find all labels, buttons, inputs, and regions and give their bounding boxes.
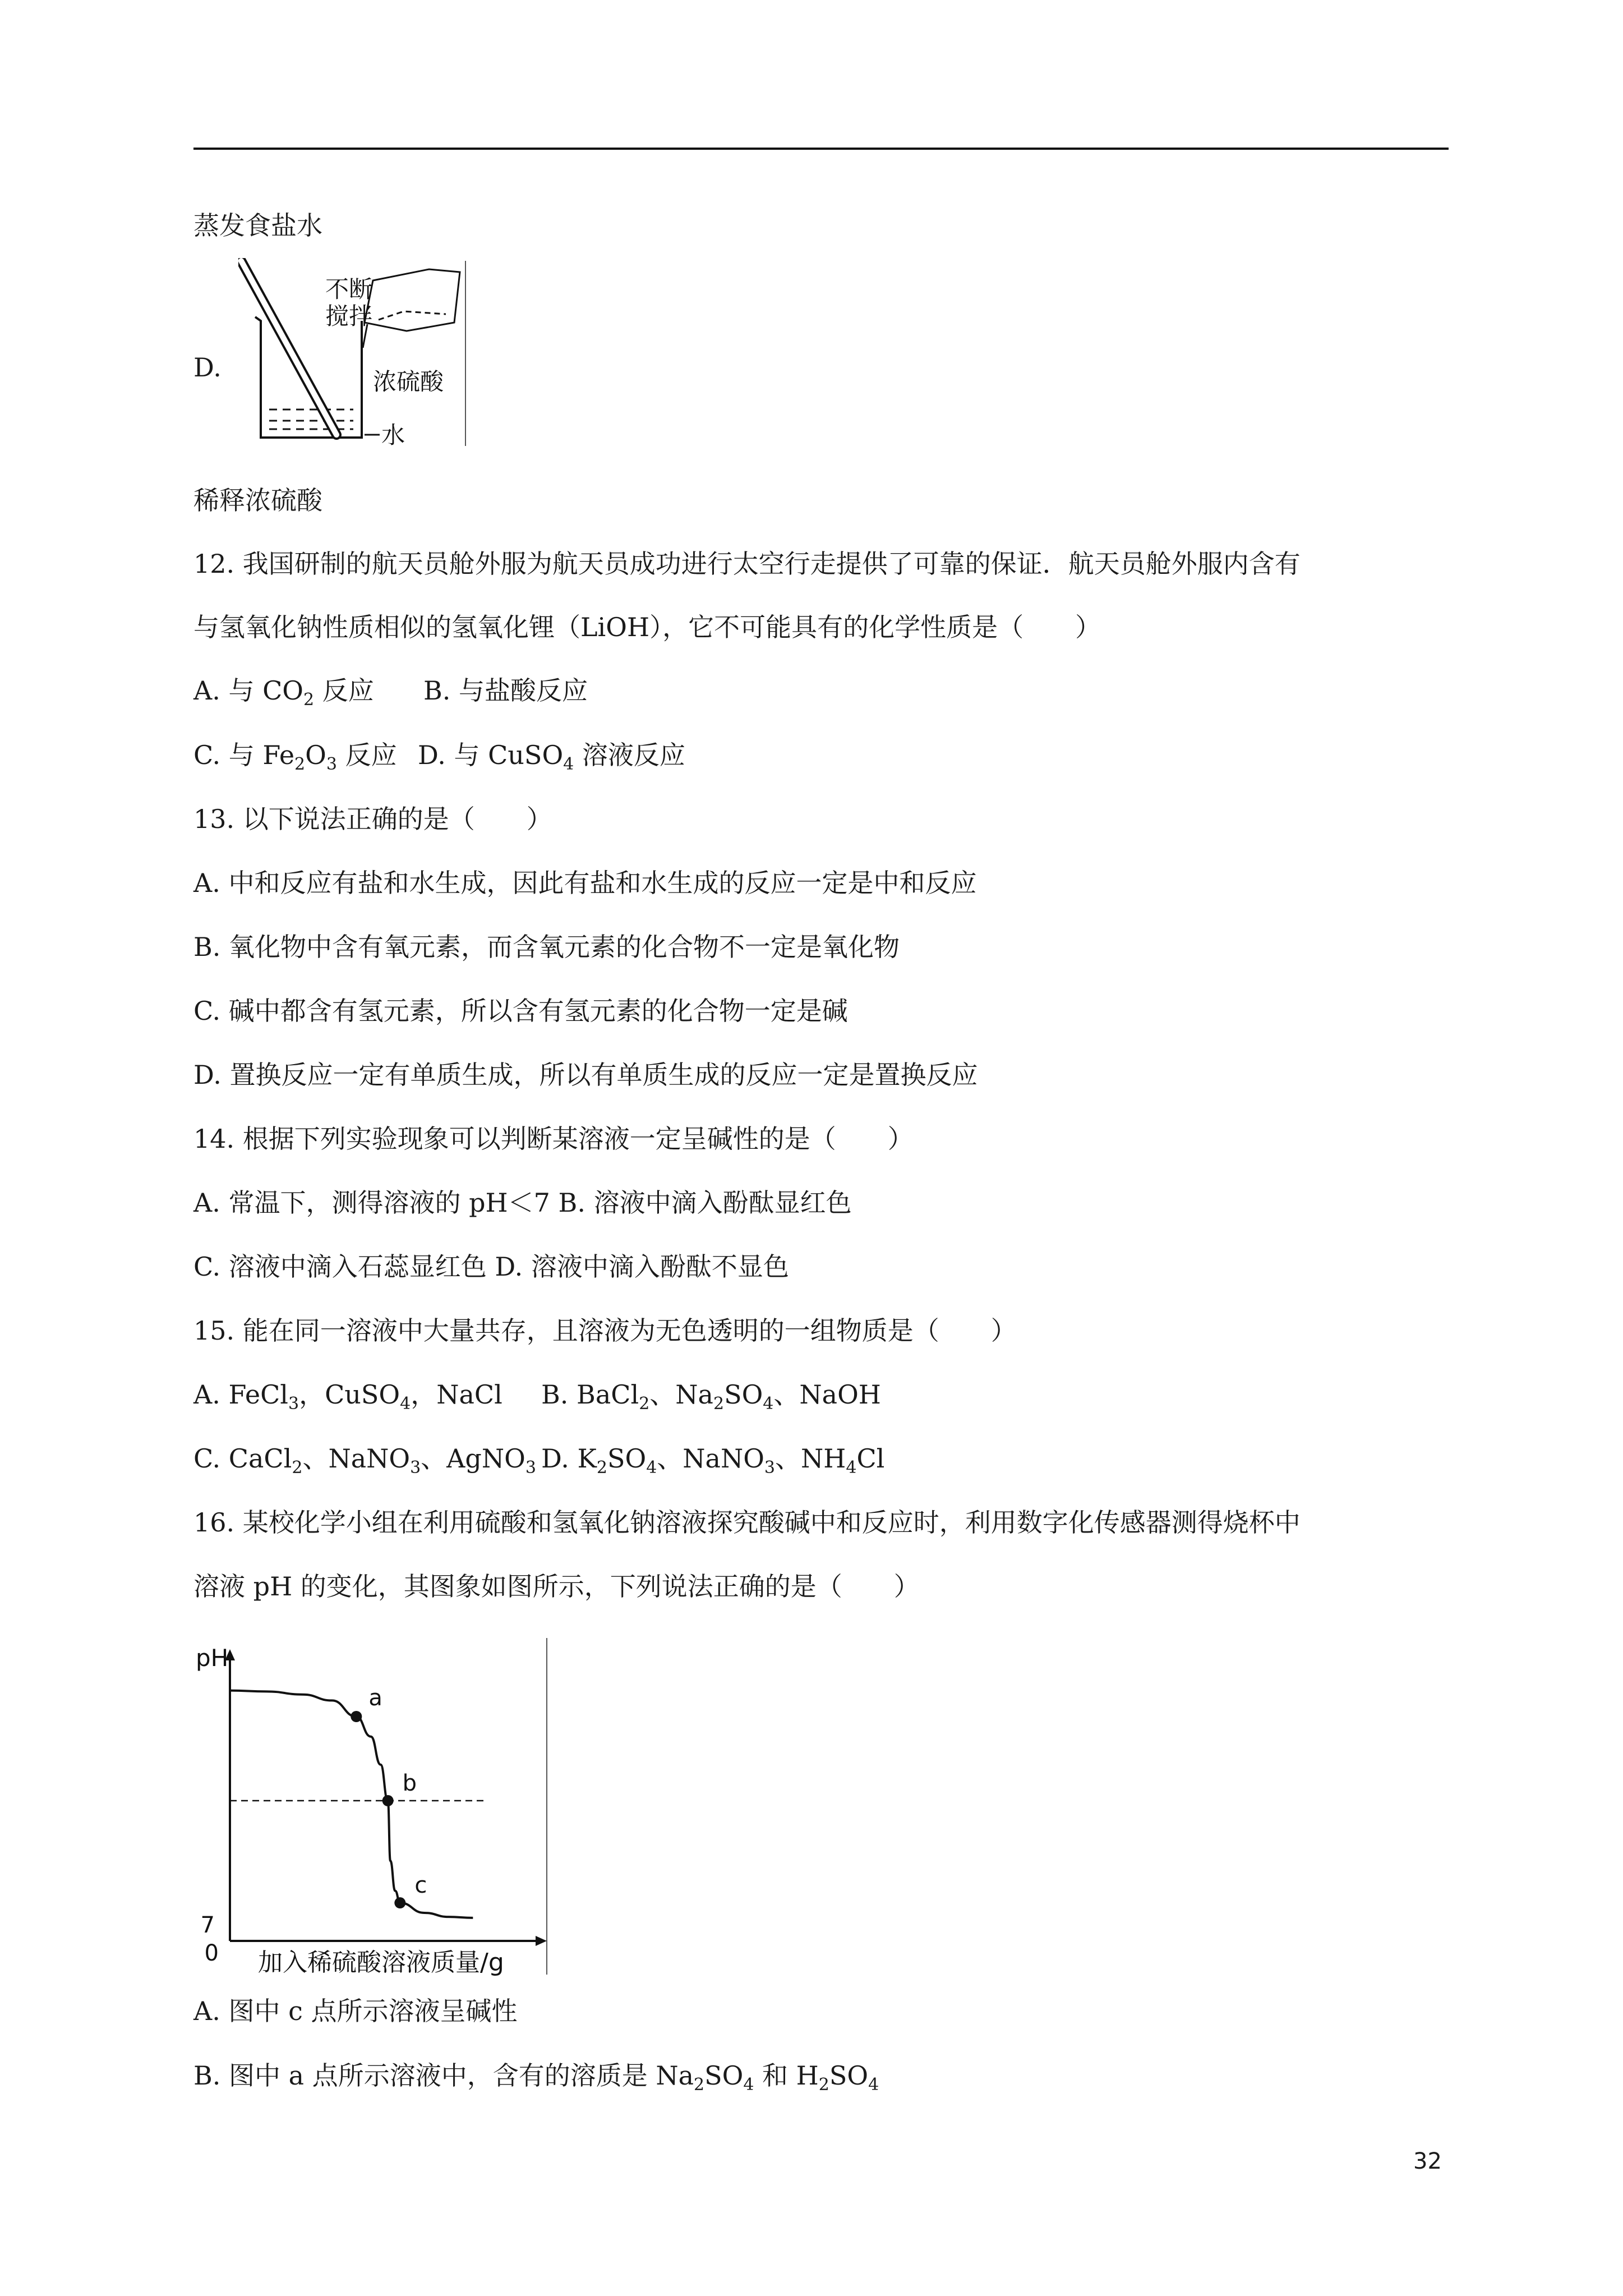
- series-line: [230, 1691, 473, 1918]
- q13-stem: 13. 以下说法正确的是（ ）: [193, 804, 552, 834]
- q12-option-b: B. 与盐酸反应: [423, 675, 588, 706]
- label-water: 水: [381, 421, 405, 449]
- q16-stem-1: 16. 某校化学小组在利用硫酸和氢氧化钠溶液探究酸碱中和反应时，利用数字化传感器测得烧杯中: [193, 1507, 1301, 1538]
- pouring-cup-icon: [363, 269, 460, 348]
- origin-label: 0: [204, 1940, 219, 1966]
- x-axis-label: 加入稀硫酸溶液质量/g: [258, 1948, 504, 1977]
- point-c: [394, 1897, 405, 1908]
- y-tick-label-7: 7: [200, 1912, 215, 1938]
- label-stir-1: 不断: [325, 275, 373, 303]
- dilution-diagram: [238, 258, 468, 449]
- dilution-figure: [238, 258, 468, 449]
- y-axis-label: pH: [196, 1644, 229, 1672]
- q13-option-b: B. 氧化物中含有氧元素，而含氧元素的化合物不一定是氧化物: [193, 932, 900, 962]
- label-acid: 浓硫酸: [373, 368, 444, 395]
- q13-option-d: D. 置换反应一定有单质生成，所以有单质生成的反应一定是置换反应: [193, 1060, 978, 1090]
- q15-option-c: C. CaCl$_2$、NaNO$_3$、AgNO$_3$: [193, 1443, 536, 1478]
- q16-stem-2: 溶液 pH 的变化，其图象如图所示，下列说法正确的是（ ）: [193, 1571, 920, 1602]
- q16-option-b: B. 图中 a 点所示溶液中，含有的溶质是 $Na_2SO_4$ 和 $H_2SO_4$: [193, 2060, 879, 2095]
- page-number: 32: [1413, 2148, 1442, 2174]
- point-label-c: c: [414, 1872, 427, 1899]
- q15-option-d: D. $K_2SO_4$、NaNO$_3$、$NH_4Cl$: [541, 1443, 885, 1478]
- point-label-a: a: [368, 1685, 382, 1711]
- point-label-b: b: [402, 1770, 417, 1796]
- ph-chart-svg: [193, 1635, 552, 1977]
- x-axis-arrow: [536, 1936, 547, 1946]
- q12-option-d: D. 与 CuSO$_4$ 溶液反应: [418, 740, 685, 774]
- label-stir-2: 搅拌: [325, 302, 373, 330]
- q13-option-a: A. 中和反应有盐和水生成，因此有盐和水生成的反应一定是中和反应: [193, 868, 977, 898]
- q14-options-cd: C. 溶液中滴入石蕊显红色 D. 溶液中滴入酚酞不显色: [193, 1251, 789, 1282]
- q15-option-b: B. BaCl$_2$、$Na_2SO_4$、NaOH: [541, 1379, 881, 1414]
- header-rule: [193, 148, 1449, 150]
- q14-stem: 14. 根据下列实验现象可以判断某溶液一定呈碱性的是（ ）: [193, 1124, 914, 1154]
- q12-stem-1: 12. 我国研制的航天员舱外服为航天员成功进行太空行走提供了可靠的保证．航天员舱外服内含有: [193, 549, 1301, 579]
- q12-option-c: C. 与 $Fe_2O_3$ 反应: [193, 740, 397, 774]
- option-d-label: D.: [193, 352, 222, 383]
- q12-stem-2: 与氢氧化钠性质相似的氢氧化锂（LiOH），它不可能具有的化学性质是（ ）: [193, 612, 1101, 642]
- option-c-caption: 蒸发食盐水: [193, 210, 322, 241]
- q15-option-a: A. FeCl$_3$，CuSO$_4$，NaCl: [193, 1379, 502, 1414]
- point-a: [351, 1711, 362, 1722]
- option-d-caption: 稀释浓硫酸: [193, 485, 322, 516]
- ph-chart: [193, 1635, 552, 1977]
- point-b: [382, 1795, 394, 1806]
- q14-options-ab: A. 常温下，测得溶液的 pH＜7 B. 溶液中滴入酚酞显红色: [193, 1188, 852, 1218]
- q15-stem: 15. 能在同一溶液中大量共存，且溶液为无色透明的一组物质是（ ）: [193, 1315, 1017, 1346]
- water-icon: [269, 409, 353, 429]
- q16-option-a: A. 图中 c 点所示溶液呈碱性: [193, 1996, 518, 2026]
- q13-option-c: C. 碱中都含有氢元素，所以含有氢元素的化合物一定是碱: [193, 996, 848, 1026]
- q12-option-a: A. 与 $CO_2$ 反应: [193, 675, 374, 710]
